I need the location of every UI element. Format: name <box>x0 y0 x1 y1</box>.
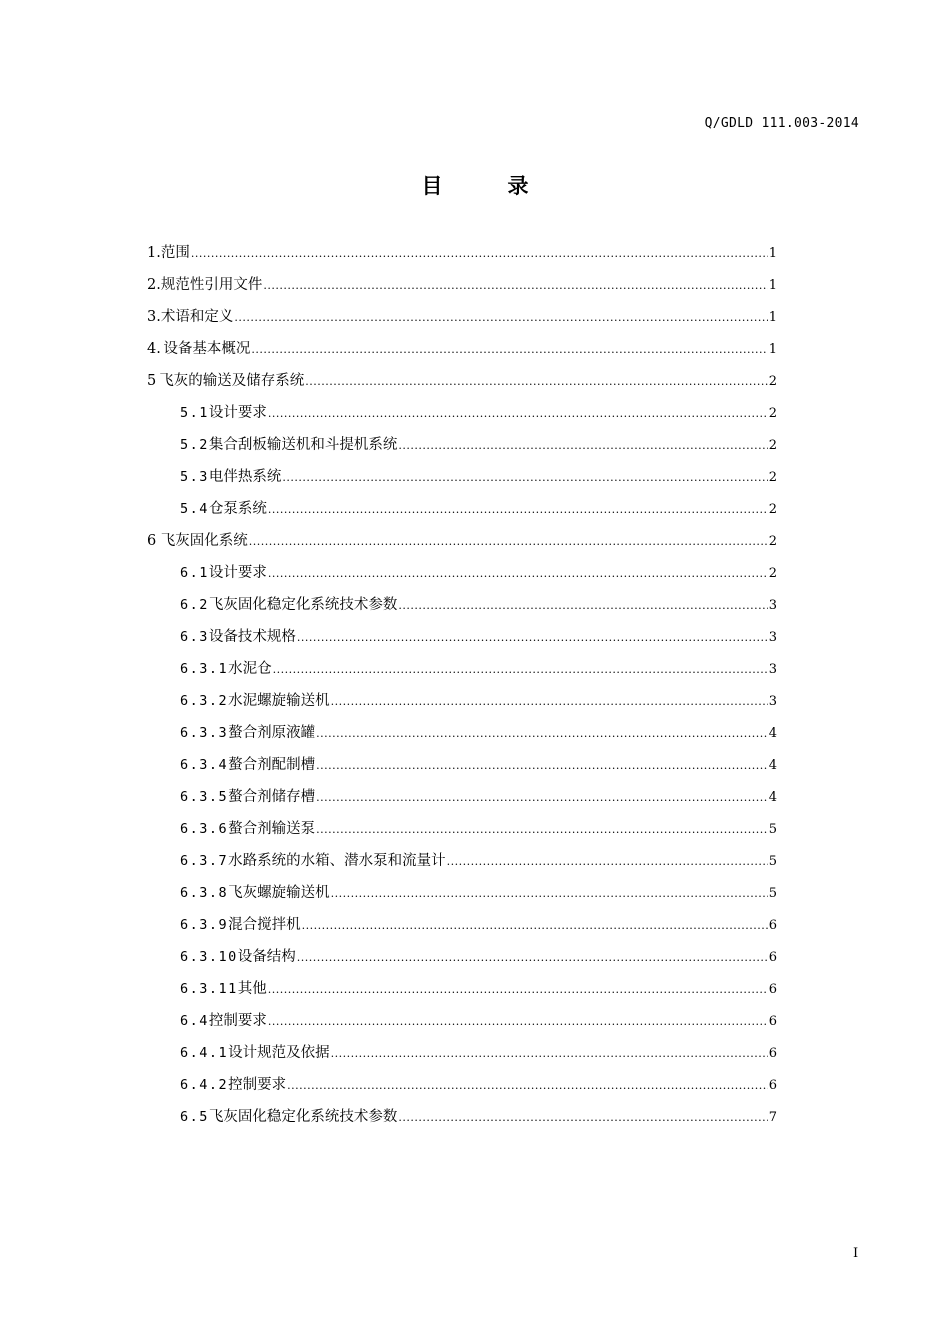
dot-leader <box>268 499 768 521</box>
toc-entry-number: 6 <box>147 533 157 549</box>
dot-leader <box>268 403 768 425</box>
toc-entry-number: 6.3.3 <box>180 725 229 741</box>
toc-entry-number: 6.3.10 <box>180 949 238 965</box>
toc-entry[interactable] <box>147 274 777 296</box>
toc-entry[interactable] <box>180 1074 777 1096</box>
toc-entry-page: 3 <box>768 694 777 709</box>
toc-entry[interactable] <box>180 754 777 776</box>
toc-entry-number: 1. <box>147 245 161 261</box>
toc-entry-title: 范围 <box>160 245 190 261</box>
toc-title: 目 录 <box>421 174 551 198</box>
dot-leader <box>316 787 768 809</box>
toc-entry-number: 6.4.1 <box>180 1045 229 1061</box>
toc-entry-number: 6.3.6 <box>180 821 229 837</box>
toc-entry-title: 其他 <box>237 981 267 997</box>
toc-entry[interactable] <box>147 530 777 552</box>
dot-leader <box>297 627 768 649</box>
toc-entry-title: 飞灰固化系统 <box>160 533 248 549</box>
toc-entry-number: 6.3.4 <box>180 757 229 773</box>
toc-entry-title: 螯合剂配制槽 <box>228 757 316 773</box>
dot-leader <box>273 659 768 681</box>
toc-entry-number: 6.3.11 <box>180 981 238 997</box>
dot-leader <box>268 563 768 585</box>
toc-entry[interactable] <box>180 1106 777 1128</box>
dot-leader <box>316 819 768 841</box>
dot-leader <box>249 531 768 553</box>
toc-entry-page: 2 <box>768 438 777 453</box>
toc-entry-number: 6.3 <box>180 629 209 645</box>
dot-leader <box>191 243 768 265</box>
toc-entry-number: 6.3.1 <box>180 661 229 677</box>
toc-entry-number: 6.3.5 <box>180 789 229 805</box>
toc-entry[interactable] <box>180 562 777 584</box>
toc-entry-number: 5.3 <box>180 469 209 485</box>
document-code: Q/GDLD 111.003-2014 <box>704 116 859 131</box>
toc-entry-page: 6 <box>768 982 777 997</box>
toc-entry-title: 集合刮板输送机和斗提机系统 <box>208 437 398 453</box>
toc-entry-title: 设备技术规格 <box>208 629 296 645</box>
toc-entry-page: 1 <box>768 342 777 357</box>
toc-entry-number: 6.5 <box>180 1109 209 1125</box>
toc-entry-number: 3. <box>147 309 161 325</box>
toc-entry-number: 5.2 <box>180 437 209 453</box>
toc-entry[interactable] <box>180 978 777 1000</box>
page-number: I <box>853 1246 859 1261</box>
toc-entry[interactable] <box>180 466 777 488</box>
toc-entry[interactable] <box>147 242 777 264</box>
toc-entry[interactable] <box>180 402 777 424</box>
toc-entry-number: 2. <box>147 277 161 293</box>
toc-entry-number: 6.4.2 <box>180 1077 229 1093</box>
toc-entry-title: 规范性引用文件 <box>160 277 263 293</box>
toc-entry-title: 控制要求 <box>208 1013 267 1029</box>
toc-entry-page: 2 <box>768 374 777 389</box>
toc-entry-title: 飞灰螺旋输送机 <box>228 885 330 901</box>
toc-entry[interactable] <box>147 370 777 392</box>
toc-entry-title: 飞灰固化稳定化系统技术参数 <box>208 597 398 613</box>
dot-leader <box>282 467 767 489</box>
toc-entry[interactable] <box>180 722 777 744</box>
toc-entry-title: 设备结构 <box>237 949 296 965</box>
toc-entry[interactable] <box>180 690 777 712</box>
toc-entry[interactable] <box>180 594 777 616</box>
toc-entry[interactable] <box>180 626 777 648</box>
dot-leader <box>251 339 767 361</box>
toc-entry-title: 飞灰固化稳定化系统技术参数 <box>208 1109 398 1125</box>
dot-leader <box>398 595 767 617</box>
toc-entry-title: 仓泵系统 <box>208 501 267 517</box>
toc-entry[interactable] <box>180 786 777 808</box>
toc-entry-number: 4. <box>147 341 161 357</box>
toc-entry-number: 6.3.9 <box>180 917 229 933</box>
toc-entry-page: 2 <box>768 406 777 421</box>
toc-entry-page: 4 <box>768 726 777 741</box>
toc-entry-number: 6.4 <box>180 1013 209 1029</box>
toc-entry-page: 5 <box>768 854 777 869</box>
toc-entry-title: 水泥仓 <box>228 661 272 677</box>
toc-entry-number: 6.3.7 <box>180 853 229 869</box>
toc-entry-page: 3 <box>768 662 777 677</box>
toc-entry-page: 7 <box>768 1110 777 1125</box>
dot-leader <box>305 371 767 393</box>
dot-leader <box>331 691 768 713</box>
toc-entry-page: 6 <box>768 918 777 933</box>
toc-entry-title: 设计规范及依据 <box>228 1045 330 1061</box>
toc-entry-page: 1 <box>768 246 777 261</box>
dot-leader <box>316 723 768 745</box>
toc-entry[interactable] <box>180 1010 777 1032</box>
toc-entry-page: 3 <box>768 598 777 613</box>
toc-entry-page: 4 <box>768 790 777 805</box>
toc-entry[interactable] <box>180 946 777 968</box>
toc-entry-title: 螯合剂原液罐 <box>228 725 316 741</box>
dot-leader <box>302 915 768 937</box>
dot-leader <box>268 979 768 1001</box>
toc-entry-title: 控制要求 <box>228 1077 287 1093</box>
toc-entry-title: 水泥螺旋输送机 <box>228 693 330 709</box>
toc-entry-title: 设计要求 <box>208 565 267 581</box>
toc-entry[interactable] <box>180 1042 777 1064</box>
toc-entry-title: 螯合剂输送泵 <box>228 821 316 837</box>
toc-entry-page: 6 <box>768 1046 777 1061</box>
toc-entry[interactable] <box>180 498 777 520</box>
toc-entry-title: 螯合剂储存槽 <box>228 789 316 805</box>
toc-entry-page: 2 <box>768 502 777 517</box>
toc-entry[interactable] <box>147 338 777 360</box>
dot-leader <box>268 1011 768 1033</box>
toc-entry-page: 6 <box>768 1078 777 1093</box>
toc-entry-number: 6.1 <box>180 565 209 581</box>
toc-entry-page: 4 <box>768 758 777 773</box>
toc-entry-page: 6 <box>768 950 777 965</box>
toc-entry-number: 6.3.8 <box>180 885 229 901</box>
dot-leader <box>331 1043 768 1065</box>
toc-entry[interactable] <box>180 434 777 456</box>
toc-entry-title: 飞灰的输送及储存系统 <box>159 373 305 389</box>
toc-entry-number: 6.2 <box>180 597 209 613</box>
toc-entry-title: 电伴热系统 <box>208 469 282 485</box>
toc-entry-page: 6 <box>768 1014 777 1029</box>
toc-entry-number: 5.1 <box>180 405 209 421</box>
toc-entry-title: 混合搅拌机 <box>228 917 301 933</box>
toc-entry[interactable] <box>180 914 777 936</box>
dot-leader <box>398 435 767 457</box>
dot-leader <box>331 883 768 905</box>
dot-leader <box>263 275 767 297</box>
toc-entry-page: 2 <box>768 566 777 581</box>
toc-entry[interactable] <box>180 818 777 840</box>
toc-entry-title: 设备基本概况 <box>163 341 251 357</box>
toc-entry[interactable] <box>180 850 777 872</box>
toc-entry-title: 水路系统的水箱、潜水泵和流量计 <box>228 853 446 869</box>
toc-entry-number: 6.3.2 <box>180 693 229 709</box>
toc-entry-page: 5 <box>768 886 777 901</box>
toc-entry-page: 2 <box>768 534 777 549</box>
dot-leader <box>316 755 768 777</box>
toc-entry-number: 5.4 <box>180 501 209 517</box>
dot-leader <box>447 851 768 873</box>
dot-leader <box>287 1075 768 1097</box>
toc-entry-title: 设计要求 <box>208 405 267 421</box>
toc-entry-page: 1 <box>768 278 777 293</box>
toc-entry-page: 3 <box>768 630 777 645</box>
dot-leader <box>398 1107 767 1129</box>
toc-entry[interactable] <box>180 882 777 904</box>
toc-entry-title: 术语和定义 <box>160 309 234 325</box>
dot-leader <box>234 307 767 329</box>
toc-entry[interactable] <box>180 658 777 680</box>
toc-entry-page: 2 <box>768 470 777 485</box>
toc-entry-page: 1 <box>768 310 777 325</box>
toc-entry-page: 5 <box>768 822 777 837</box>
toc-entry-number: 5 <box>147 373 157 389</box>
dot-leader <box>297 947 768 969</box>
toc-entry[interactable] <box>147 306 777 328</box>
